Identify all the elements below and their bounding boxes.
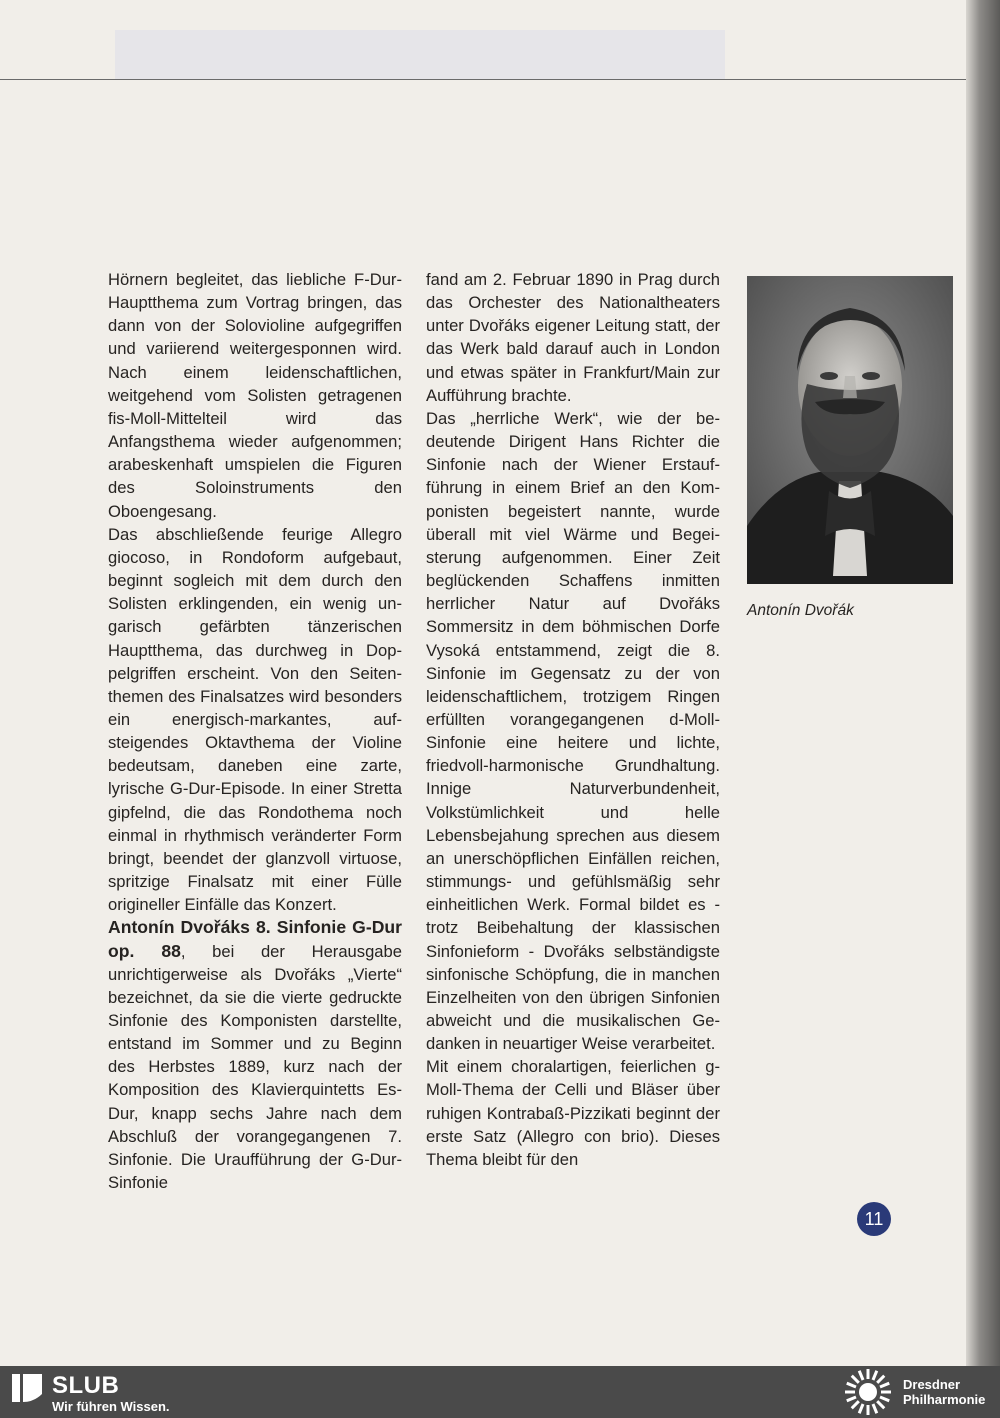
- middle-paragraph-2: Das „herrliche Werk“, wie der bedeutende Dirigent Hans Richter die Sinfonie nach der Wiener Erstaufführung in einem Brief an den Komponisten begeistert nannte, wurde überall mit viel Wärme und Begeisterung aufgenommen. Einer Zeit beglückenden Schaffens inmitten herrlicher Natur auf Dvořáks Sommersitz in dem böhmischen Dorfe Vysoká entstammend, zeigt die 8. Sinfonie im Gegensatz zu der von leidenschaftlichem, trotzigem Ringen erfüllten vorangegangenen d-Moll-Sinfonie eine heitere und lichte, friedvoll-harmonische Grundhaltung. Innige Naturverbundenheit, Volkstümlichkeit und helle Lebensbejahung sprechen aus diesem an unerschöpflichen Einfällen reichen, stimmungs- und gefühlsmäßig sehr einheitlichen Werk. Formal bildet es - trotz Beibehaltung der klassischen Sinfonieform - Dvořáks selbständigste sinfonische Schöpfung, die in manchen Einzelheiten von den übrigen Sinfonien abweicht und die musikalischen Gedanken in neuartiger Weise verarbeitet.: [426, 408, 720, 1054]
- left-paragraph-3-body: , bei der Herausgabe unrichtigerweise als Dvořáks „Vierte“ bezeichnet, da sie die vierte gedruckte Sinfonie des Komponisten darstellte, entstand im Sommer und zu Beginn des Herbstes 1889, kurz nach der Komposition des Klavierquintetts Es-Dur, knapp sechs Jahre nach dem Abschluß der vorangegangenen 7. Sinfonie. Die Uraufführung der G-Dur-Sinfonie: [108, 941, 402, 1193]
- show-through-band: [115, 30, 725, 80]
- middle-text-column: [426, 268, 720, 1171]
- left-paragraph-2: Das abschließende feurige Allegro giocoso, in Rondoform aufgebaut, beginnt sogleich mit dem durch den Solisten erklingenden, ein wenig ungarisch gefärbten tänzerischen Hauptthema, das durchweg in Doppelgriffen erscheint. Von den Seitenthemen des Finalsatzes wird besonders ein energisch-markantes, aufsteigendes Oktavthema der Violine bedeutsam, daneben eine zarte, lyrische G-Dur-Episode. In einer Stretta gipfelnd, die das Rondothema noch einmal in rhythmisch veränderter Form bringt, beendet der glanzvoll virtuose, spritzige Finalsatz mit einer Fülle origineller Einfälle das Konzert.: [108, 524, 402, 915]
- page-number-badge: 11: [857, 1202, 891, 1236]
- dresdner-philharmonie-logo-icon: [842, 1367, 894, 1417]
- photo-caption: Antonín Dvořák: [747, 602, 854, 619]
- portrait-illustration: [747, 276, 953, 584]
- left-paragraph-3: [108, 916, 402, 1194]
- slub-tagline: Wir führen Wissen.: [52, 1399, 170, 1414]
- slub-name: SLUB: [52, 1372, 120, 1399]
- middle-paragraph-1: fand am 2. Februar 1890 in Prag durch das Orchester des Nationaltheaters unter Dvořáks eigener Leitung statt, der das Werk bald darauf auch in London und etwas später in Frankfurt/Main zur Aufführung brachte.: [426, 270, 720, 405]
- page-edge-shadow: [966, 0, 1000, 1366]
- portrait-photo: [747, 276, 953, 584]
- section-heading: Antonín Dvořáks 8. Sinfonie G-Dur op. 88: [108, 917, 402, 961]
- slub-logo-icon: [12, 1374, 42, 1402]
- partner-name-line2: Philharmonie: [903, 1392, 986, 1407]
- left-paragraph-1: Hörnern begleitet, das liebliche F-Dur-Hauptthema zum Vortrag bringen, das dann von der Solovioline aufgegriffen und variierend weitergesponnen wird. Nach einem leidenschaftlichen, weitgehend vom Solisten getragenen fis-Moll-Mittelteil wird das Anfangsthema wieder aufgenommen; arabeskenhaft umspielen die Figuren des Soloinstruments den Oboengesang.: [108, 270, 402, 521]
- footer-bar: [0, 1366, 1000, 1418]
- middle-paragraph-3: Mit einem choralartigen, feierlichen g-Moll-Thema der Celli und Bläser über ruhigen Kontrabaß-Pizzikati beginnt der erste Satz (Allegro con brio). Dieses Thema bleibt für den: [426, 1057, 720, 1169]
- top-rule: [0, 79, 966, 80]
- left-text-column: [108, 268, 402, 1194]
- partner-name-line1: Dresdner: [903, 1377, 961, 1392]
